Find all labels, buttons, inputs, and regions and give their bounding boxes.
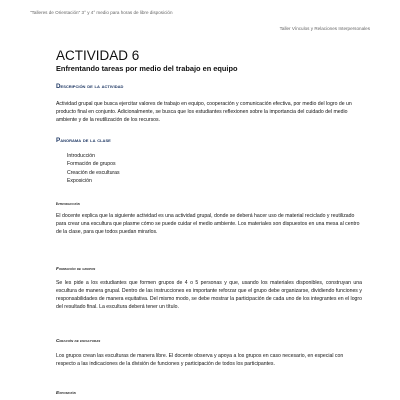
page-content [56,48,362,395]
overview-list [67,152,120,186]
overview-item: Exposición [67,178,92,185]
section-heading-exposicion: Exposición [56,390,76,395]
section-text-introduccion: El docente explica que la siguiente actividad es una actividad grupal, donde se deberá hacer uso de material reciclado y reutilizado para crear una escultura que plasme cómo se puede cuidar el medio ambiente. Los materiales son dispuestos en una mesa al centro de la clase, para que todos puedan mirarlos. [56,213,360,236]
overview-heading: Panorama de la clase [56,137,111,144]
description-heading: Descripción de la actividad [56,83,124,90]
description-text: Actividad grupal que busca ejercitar valores de trabajo en equipo, cooperación y comunicación efectiva, por medio del logro de un producto final en conjunto. Adicionalmente, se busca que los estudiantes reflexionen sobre la importancia del cuidado del medio ambiente y de la reutilización de los recursos. [56,101,352,124]
section-heading-formacion-grupos: Formación de grupos [56,266,96,271]
document-header-right: Taller Vínculos y Relaciones Interpersonales [279,26,370,31]
section-text-creacion-esculturas: Los grupos crean las esculturas de manera libre. El docente observa y apoya a los grupos en caso necesario, en especial con respecto a las indicaciones de la división de funciones y participación de todos los participantes. [56,353,344,368]
page-subtitle: Enfrentando tareas por medio del trabajo en equipo [56,64,238,73]
section-heading-creacion-esculturas: Creación de esculturas [56,338,101,343]
overview-item: Formación de grupos [67,161,116,168]
page-title: ACTIVIDAD 6 [56,48,140,63]
overview-item: Creación de esculturas [67,169,120,176]
section-heading-introduccion: Introducción [56,201,80,206]
document-header-left: "Talleres de Orientación" 3° y 4° medio para horas de libre disposición [30,10,173,15]
section-text-formacion-grupos: Se les pide a los estudiantes que formen grupos de 4 o 5 personas y que, usando los materiales disponibles, construyan una escultura de manera grupal. Dentro de las instrucciones es importante reforzar que el grupo debe organizarse, dividiendo funciones y responsabilidades de manera equitativa. Del mismo modo, se debe mostrar la participación de cada uno de los integrantes en el logro del resultado final. La escultura deberá tener un título. [56,280,362,311]
overview-item: Introducción [67,153,96,159]
